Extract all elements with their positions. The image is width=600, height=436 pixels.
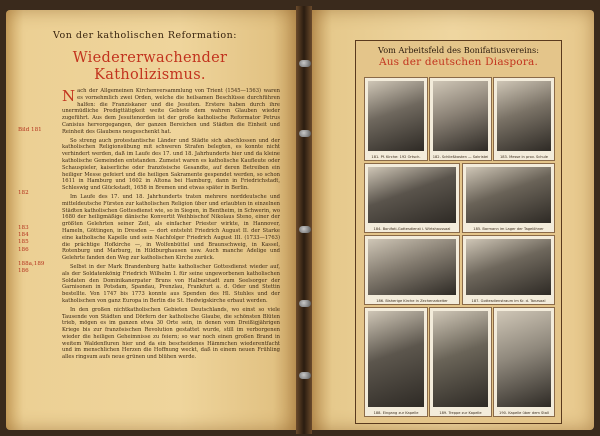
stamp-photo [466, 167, 551, 223]
paragraph: Selbst in der Mark Brandenburg hatte katholischer Gottesdienst wieder auf, als der Soldatenkönig Friedrich Wilhelm I. für seine ungeworbenen katholischen Soldaten den Dominikanerpater Bruns von Halberstadt zum Seelsorger der Garnisonen in Potsdam, Spandau, Prenzlau, Frankfurt a. d. Oder und Stettin bestellte. Von 1747 bis 1773 konnte aus Spenden des Hl. Stuhles und der katholischen von ganz Europa in Berlin die St. Hedwigskirche erbaut werden. [62, 263, 280, 304]
stamp-caption: 186. Bisherige Kirche in Zechenarbeiter [376, 299, 448, 303]
stamp-caption: 188. Eingang zur Kapelle [373, 411, 419, 415]
stamp-photo [368, 81, 424, 151]
stamp-photo [368, 311, 424, 407]
stamp-image [364, 235, 460, 305]
stamp-caption: 184. Bonifati-Gottesdienst i. Wirtshaussaal [373, 227, 451, 231]
binding-ring [299, 130, 311, 137]
binding-ring [299, 60, 311, 67]
paragraph: Nach der Allgemeinen Kirchenversammlung von Trient (1545—1563) waren es vornehmlich zwei Orden, welche die heilsamen Beschlüsse durchführen halfen: die Franziskaner und die Jesuiten. Erstere haben durch ihre unermüdliche Predigttätigkeit weite Gebiete dem wahren Glauben wieder zugeführt. Aus dem Jesuitenorden ist der große katholische Reformator Petrus Canisius hervorgegangen, der ganzen Bereichen und Städten die Einheit und Reinheit des Glaubens neugeschenkt hat. [62, 87, 280, 135]
stamp-image [429, 77, 492, 161]
margin-note: 186 [18, 268, 29, 274]
stamp-photo [497, 81, 551, 151]
paragraph: So streng auch protestantische Länder und Städte sich abschlossen und der katholischen Religionsübung mit schweren Strafen belegten, es konnte nicht verhindert werden, daß im Laufe des 17. und 18. Jahrhunderts hier und da kleine katholische Gemeinden entstanden. Zumeist waren es katholische Kaufleute oder Schauspieler, kaiserliche oder französische Gesandte, auf deren Betreiben ein heiliger Messe gefeiert und die heiligen Sakramente gespendet werden, so schon 1611 in Hamburg und 1602 in Altona bei Hamburg, dann in Friedrichstadt, Schleswig und Glückstadt, 1658 in Bremen und etwas später in Berlin. [62, 137, 280, 192]
stamp-photo [433, 81, 488, 151]
stamp-caption: 185. Barmann im Lager der Tagelöhner [473, 227, 544, 231]
margin-note: 184 [18, 232, 29, 238]
binding-ring [299, 300, 311, 307]
chapter-heading [30, 50, 270, 84]
stamp-photo [368, 167, 456, 223]
binding-ring [299, 226, 311, 233]
stamp-image [429, 307, 492, 417]
body-text [62, 88, 280, 363]
book-gutter [296, 6, 312, 434]
stamp-image [493, 307, 555, 417]
margin-note: 185 [18, 239, 29, 245]
stamp-panel [355, 40, 562, 424]
stamp-image [462, 163, 555, 233]
margin-note: 183 [18, 225, 29, 231]
margin-note: Bild 181 [18, 127, 42, 133]
paragraph: Im Laufe des 17. und 18. Jahrhunderts traten mehrere norddeutsche und mitteldeutsche Fürsten zur katholischen Religion über und erlaubten in einzelnen Städten katholischen Gottesdienst wie, so in Siegen, in Bentheim, in Schwerin, wo 1680 der heiligmäßige dänische Konvertit Weihbischof Nikolaus Steno, einer der größten Gelehrten seiner Zeit, als einfacher Priester wirkte, in Hannover, Hameln, Göttingen, in Dresden — dort entsteht Friedrich August II. der Starke eine katholische Kapelle und sein Nachfolger Friedrich August III. (1733—1763) die prächtige Hofkirche —, in Wolfenbüttel und Braunschweig, in Kassel, Rotenburg und Marburg, in Hildburghausen usw. Auch manche Adelige und Gelehrte fanden den Weg zur katholischen Kirche zurück. [62, 193, 280, 262]
stamp-photo [497, 311, 551, 407]
drop-cap: N [62, 87, 76, 105]
stamp-photo [466, 239, 551, 295]
panel-title: Vom Arbeitsfeld des Bonifatiusvereins: [378, 45, 539, 55]
stamp-photo [433, 311, 488, 407]
margin-note: 186 [18, 247, 29, 253]
stamp-caption: 190. Kapelle über dem Stall [499, 411, 549, 415]
stamp-image [364, 163, 460, 233]
stamp-caption: 187. Gottesdienstraum im Kr. d. Tanzsaal [471, 299, 546, 303]
binding-ring [299, 372, 311, 379]
stamp-caption: 183. Messe in prov. Schule [499, 155, 548, 159]
stamp-image [462, 235, 555, 305]
stamp-photo [368, 239, 456, 295]
stamp-caption: 189. Treppe zur Kapelle [439, 411, 482, 415]
section-title: Von der katholischen Reformation: [53, 30, 237, 41]
heading-line-1: Wiedererwachender [72, 50, 228, 66]
paragraph: In den großen nichtkatholischen Gebieten Deutschlands, wo einst so viele Tausende von Städten und Dörfern der katholische Glaube, die schönsten Blüten trieb, mögen es im ganzen etwa 30 Orte sein, in denen vom Dreißigjährigen Kriege bis zur französischen Revolution gestattet wurde, still im verborgenen wieder die heiligen Geheimnisse zu feiern; so war noch einen großen Brand in weitem Waldenfluren hier und da ein bescheidenes Hämmchen wiederentfacht und im menschlichen Herzen die Hoffnung weckt, daß in einem neuen Frühling alles ringsum aufs neue grünen und blühen werde. [62, 306, 280, 361]
panel-subtitle: Aus der deutschen Diaspora. [378, 56, 539, 68]
heading-line-2: Katholizismus. [94, 67, 206, 83]
stamp-caption: 181. Pf. Kirche: 192 Ortsch. [371, 155, 421, 159]
stamp-caption: 182. Schließkasten — Sakristei [432, 155, 489, 159]
stamp-image [364, 77, 428, 161]
stamp-image [493, 77, 555, 161]
margin-note: 188a,189 [18, 261, 45, 267]
stamp-image [364, 307, 428, 417]
margin-note: 182 [18, 190, 29, 196]
